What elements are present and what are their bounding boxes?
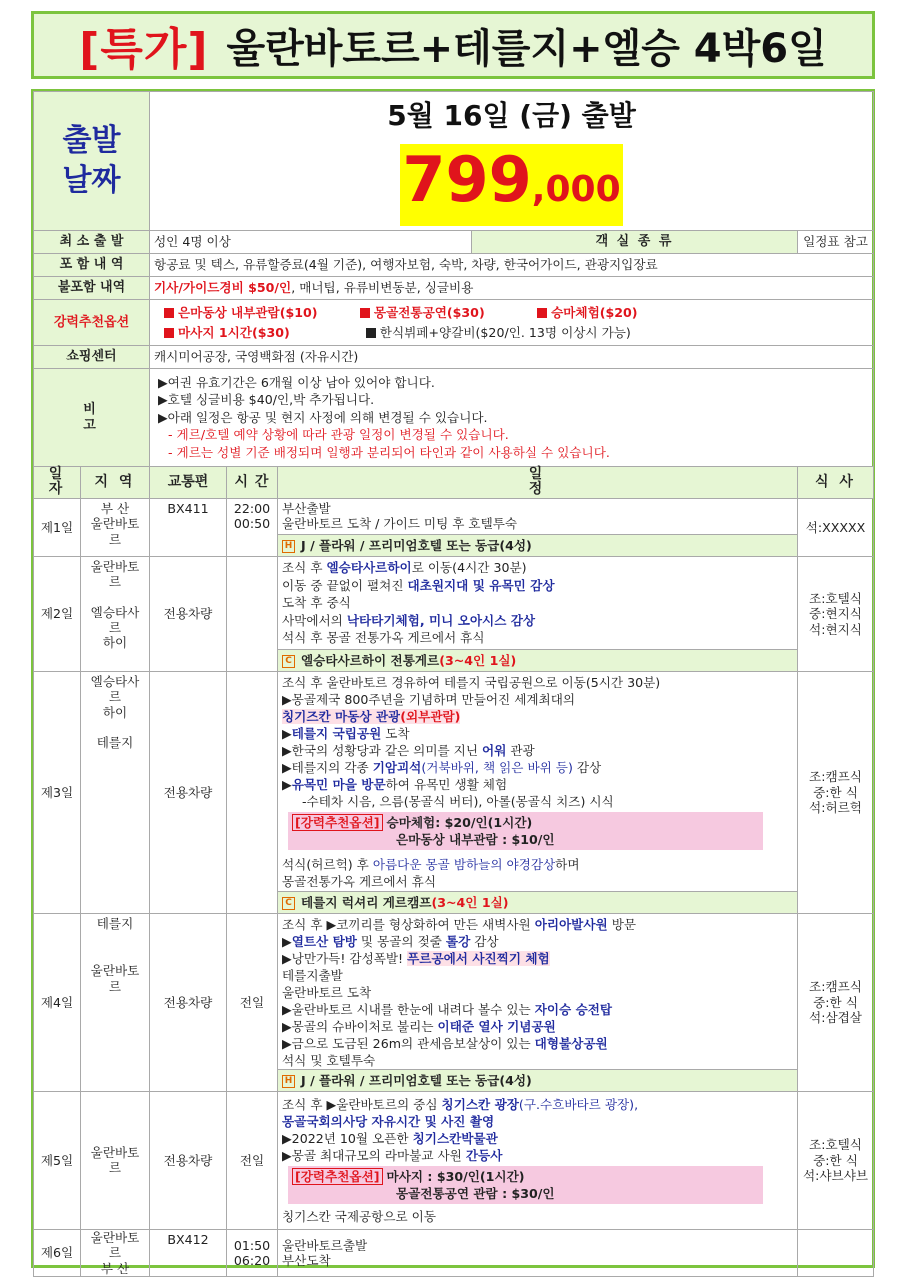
options-row — [34, 300, 874, 346]
day1-region-1: 부 산 — [100, 500, 130, 516]
day6-transport: BX412 — [150, 1229, 227, 1276]
shopping-row — [34, 346, 874, 369]
day1-time — [227, 498, 278, 556]
day4-line-6: ▶울란바토르 시내를 한눈에 내려다 볼수 있는 자이승 승전탑 — [282, 1001, 613, 1017]
day1-schedule — [278, 498, 798, 534]
day3-row — [34, 671, 874, 891]
day5-line-3: ▶2022년 10월 오픈한 칭기스칸박물관 — [282, 1130, 498, 1146]
header-meal: 식 사 — [798, 467, 874, 499]
note-4: - 게르/호텔 예약 상황에 따라 관광 일정이 변경될 수 있습니다. — [168, 427, 509, 443]
day1-line-1: 부산출발 — [282, 500, 331, 516]
note-2: ▶호텔 싱글비용 $40/인,박 추가됩니다. — [158, 392, 375, 408]
day4-line-4: 테를지출발 — [282, 967, 343, 983]
day2-schedule — [278, 556, 798, 649]
day2-region-1: 울란바토르 — [90, 558, 140, 590]
opt-4: 마사지 1시간($30) — [178, 324, 290, 340]
day2-line-5: 석식 후 몽골 전통가옥 게르에서 휴식 — [282, 630, 485, 646]
black-square-icon — [366, 328, 376, 338]
day2-transport: 전용차량 — [150, 556, 227, 671]
day4-schedule — [278, 913, 798, 1069]
red-square-icon — [164, 328, 174, 338]
day1-row — [34, 498, 874, 534]
day3-option-1: 승마체험: $20/인(1시간) — [386, 814, 533, 830]
day6-meal — [798, 1229, 874, 1276]
day1-label: 제1일 — [34, 498, 81, 556]
day3-label: 제3일 — [34, 671, 81, 913]
excl-value — [150, 277, 874, 300]
day4-transport: 전용차량 — [150, 913, 227, 1091]
day2-line-2: 이동 중 끝없이 펼쳐진 대초원지대 및 유목민 감상 — [282, 577, 555, 593]
room-label: 객 실 종 류 — [472, 231, 798, 254]
departure-row — [34, 92, 874, 231]
shop-value: 캐시미어공장, 국영백화점 (자유시간) — [150, 346, 874, 369]
opt-2: 몽골전통공연($30) — [373, 304, 485, 320]
day4-line-2: ▶열트산 탐방 및 몽골의 젖줄 톨강 감상 — [282, 933, 499, 949]
day5-option-1: 마사지 : $30/인(1시간) — [386, 1168, 525, 1184]
day3-line-2: ▶몽골제국 800주년을 기념하며 만들어진 세계최대의 — [282, 691, 576, 707]
day3-line-7: ▶유목민 마을 방문하여 유목민 생활 체험 — [282, 776, 508, 792]
note-1: ▶여권 유효기간은 6개월 이상 남아 있어야 합니다. — [158, 374, 435, 390]
day3-line-10: 몽골전통가옥 게르에서 휴식 — [282, 873, 436, 889]
departure-date: 5월 16일 (금) 출발 — [387, 99, 636, 132]
departure-info — [150, 92, 874, 231]
excl-label: 불포함 내역 — [34, 277, 150, 300]
day3-transport: 전용차량 — [150, 671, 227, 913]
day1-region-2: 울란바토르 — [90, 516, 140, 547]
day5-label: 제5일 — [34, 1091, 81, 1229]
note-3: ▶아래 일정은 항공 및 현지 사정에 의해 변경될 수 있습니다. — [158, 409, 488, 425]
day2-region-3: 하이 — [102, 635, 128, 651]
day4-label: 제4일 — [34, 913, 81, 1091]
day4-region: 테를지 울란바토르 — [81, 913, 150, 1091]
day2-camp: C 엘승타사르하이 전통게르(3~4인 1실) — [278, 649, 798, 671]
red-square-icon — [164, 308, 174, 318]
day3-schedule — [278, 671, 798, 891]
day4-time: 전일 — [227, 913, 278, 1091]
day6-label: 제6일 — [34, 1229, 81, 1276]
options-list — [150, 300, 874, 346]
shop-label: 쇼핑센터 — [34, 346, 150, 369]
header-schedule: 일 정 — [278, 467, 798, 499]
day2-region — [81, 556, 150, 671]
price-box — [154, 144, 869, 226]
day5-line-2: 몽골국회의사당 자유시간 및 사진 촬영 — [282, 1113, 495, 1129]
price-main: 799 — [402, 143, 532, 216]
special-tag: [특가] — [79, 24, 209, 75]
day3-camp: C 테를지 럭셔리 게르캠프(3~4인 1실) — [278, 891, 798, 913]
day4-line-3: ▶낭만가득! 감성폭발! 푸르공에서 사진찍기 체험 — [282, 950, 550, 966]
day5-line-5: 칭기스칸 국제공항으로 이동 — [282, 1208, 436, 1224]
day3-line-5: ▶한국의 성황당과 같은 의미를 지닌 어워 관광 — [282, 742, 535, 758]
day6-time: 01:50 06:20 — [227, 1229, 278, 1276]
day1-meal: 석:XXXXX — [798, 498, 874, 556]
day5-schedule — [278, 1091, 798, 1229]
day5-option-2: 몽골전통공연 관람 : $30/인 — [396, 1185, 555, 1201]
note-label: 비 고 — [34, 369, 150, 467]
room-value: 일정표 참고 — [798, 231, 874, 254]
day4-line-8: ▶금으로 도금된 26m의 관세음보살상이 있는 대형불상공원 — [282, 1035, 608, 1051]
departure-label-2: 날짜 — [62, 163, 121, 198]
day3-line-9: 석식(허르헉) 후 아름다운 몽골 밤하늘의 야경감상하며 — [282, 856, 580, 872]
day2-meal: 조:호텔식 중:현지식 석:현지식 — [798, 556, 874, 671]
hotel-icon: H — [282, 1075, 295, 1088]
notes-row — [34, 369, 874, 467]
day5-transport: 전용차량 — [150, 1091, 227, 1229]
day3-option-tag: [강력추천옵션] — [292, 814, 383, 831]
day1-line-2: 울란바토르 도착 / 가이드 미팅 후 호텔투숙 — [282, 516, 518, 532]
note-5: - 게르는 성별 기준 배정되며 일행과 분리되어 타인과 같이 사용하실 수 있습니다. — [168, 444, 610, 460]
excl-red: 기사/가이드경비 $50/인 — [154, 280, 292, 296]
day1-time-2: 00:50 — [233, 516, 271, 532]
day2-time — [227, 556, 278, 671]
hotel-icon: H — [282, 540, 295, 553]
day2-line-4: 사막에서의 낙타타기체험, 미니 오아시스 감상 — [282, 612, 536, 628]
day6-schedule: 울란바토르출발 부산도착 — [278, 1229, 798, 1276]
day3-time — [227, 671, 278, 913]
day5-time: 전일 — [227, 1091, 278, 1229]
day1-hotel — [278, 534, 798, 556]
min-label: 최 소 출 발 — [34, 231, 150, 254]
notes — [150, 369, 874, 467]
day4-line-7: ▶몽골의 슈바이처로 불리는 이태준 열사 기념공원 — [282, 1018, 556, 1034]
day3-line-3: 칭기즈칸 마동상 관광(외부관람) — [282, 708, 461, 724]
day3-option-box — [288, 812, 763, 850]
schedule-header — [34, 467, 874, 499]
opt-1: 은마동상 내부관람($10) — [178, 304, 318, 320]
excl-rest: , 매너팁, 유류비변동분, 싱글비용 — [291, 280, 474, 296]
tour-title: 울란바토르+테를지+엘승 4박6일 — [226, 25, 827, 72]
day5-option-box — [288, 1166, 763, 1204]
day5-region: 울란바토르 — [81, 1091, 150, 1229]
departure-label-1: 출발 — [62, 123, 121, 158]
day5-line-1: 조식 후 ▶울란바토르의 중심 칭기스칸 광장(구.수흐바타르 광장), — [282, 1096, 639, 1112]
price-tail: ,000 — [531, 169, 621, 210]
header-day: 일 자 — [34, 467, 81, 499]
options-line-2 — [154, 323, 869, 343]
incl-label: 포 함 내 역 — [34, 254, 150, 277]
opt-5: 한식뷔페+양갈비($20/인. 13명 이상시 가능) — [379, 324, 631, 340]
day4-row — [34, 913, 874, 1069]
day4-line-5: 울란바토르 도착 — [282, 984, 372, 1000]
header-transport: 교통편 — [150, 467, 227, 499]
departure-label — [34, 92, 150, 231]
min-departure-row — [34, 231, 874, 254]
day2-line-1: 조식 후 엘승타사르하이로 이동(4시간 30분) — [282, 560, 527, 576]
day5-line-4: ▶몽골 최대규모의 라마불교 사원 간등사 — [282, 1147, 503, 1163]
day5-option-tag: [강력추천옵션] — [292, 1168, 383, 1185]
title-banner — [31, 11, 875, 79]
day4-hotel: H J / 플라워 / 프리미엄호텔 또는 동급(4성) — [278, 1069, 798, 1091]
red-square-icon — [537, 308, 547, 318]
day4-meal: 조:캠프식 중:한 식 석:삼겹살 — [798, 913, 874, 1091]
day3-line-1: 조식 후 울란바토르 경유하여 테를지 국립공원으로 이동(5시간 30분) — [282, 674, 661, 690]
day2-label: 제2일 — [34, 556, 81, 671]
day5-row — [34, 1091, 874, 1229]
day2-row — [34, 556, 874, 649]
min-value: 성인 4명 이상 — [150, 231, 472, 254]
day1-hotel-text: J / 플라워 / 프리미엄호텔 또는 동급(4성) — [301, 537, 532, 553]
camp-icon: C — [282, 655, 295, 668]
header-time: 시 간 — [227, 467, 278, 499]
day6-row — [34, 1229, 874, 1276]
day3-line-6: ▶테를지의 각종 기암괴석(거북바위, 책 읽은 바위 등) 감상 — [282, 759, 602, 775]
day2-line-3: 도착 후 중식 — [282, 595, 351, 611]
day3-region: 엘승타사르 하이 테를지 — [81, 671, 150, 913]
day1-transport: BX411 — [150, 498, 227, 556]
day1-time-1: 22:00 — [233, 500, 271, 516]
day1-region — [81, 498, 150, 556]
red-square-icon — [360, 308, 370, 318]
itinerary-table — [33, 91, 874, 1277]
camp-icon: C — [282, 897, 295, 910]
day3-meal: 조:캠프식 중:한 식 석:허르헉 — [798, 671, 874, 913]
day4-line-9: 석식 및 호텔투숙 — [282, 1052, 376, 1068]
day2-region-2: 엘승타사르 — [90, 604, 140, 636]
opt-3: 승마체험($20) — [551, 304, 638, 320]
incl-value: 항공료 및 텍스, 유류할증료(4월 기준), 여행자보험, 숙박, 차량, 한국어가이드, 관광지입장료 — [150, 254, 874, 277]
included-row — [34, 254, 874, 277]
day3-line-8: -수테차 시음, 으름(몽골식 버터), 아롤(몽골식 치즈) 시식 — [302, 793, 614, 809]
day3-line-4: ▶테를지 국립공원 도착 — [282, 725, 410, 741]
header-region: 지 역 — [81, 467, 150, 499]
excluded-row — [34, 277, 874, 300]
day3-option-2: 은마동상 내부관람 : $10/인 — [396, 831, 555, 847]
options-line-1 — [154, 303, 869, 323]
day6-region: 울란바토르 부 산 — [81, 1229, 150, 1276]
opt-label: 강력추천옵션 — [34, 300, 150, 346]
day4-line-1: 조식 후 ▶코끼리를 형상화하여 만든 새벽사원 아리아발사원 방문 — [282, 916, 637, 932]
day5-meal: 조:호텔식 중:한 식 석:샤브샤브 — [798, 1091, 874, 1229]
